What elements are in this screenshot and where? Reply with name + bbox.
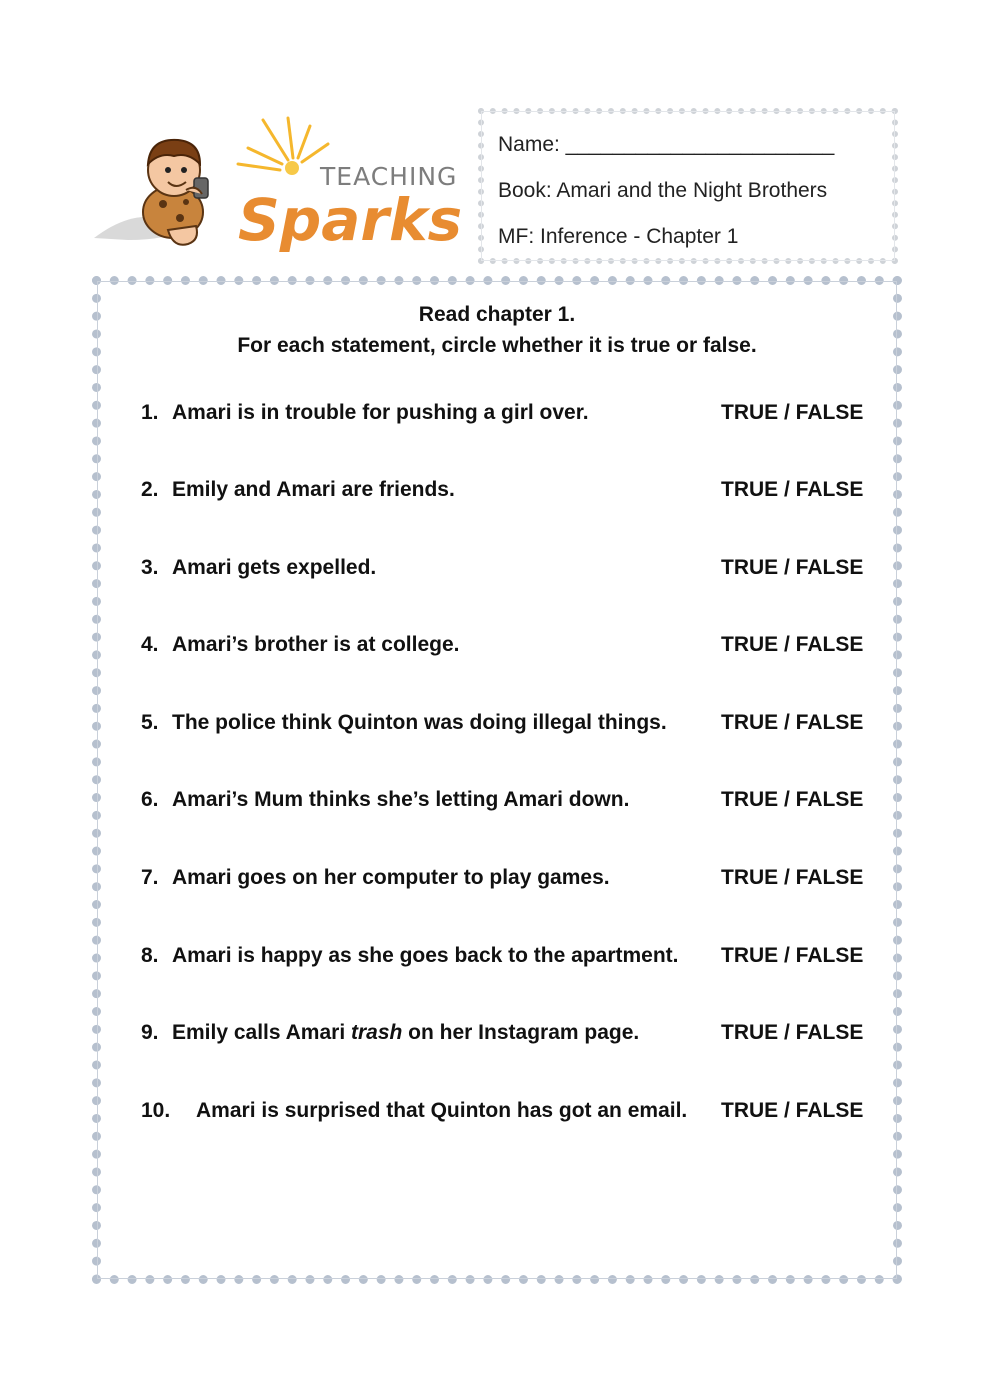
instruction-line-1: Read chapter 1.	[418, 303, 576, 326]
logo-sparks-text: Sparks	[238, 186, 463, 254]
question-number: 10.	[141, 1099, 171, 1122]
question-row	[141, 633, 871, 663]
question-row	[141, 556, 871, 586]
true-false-choice[interactable]: TRUE / FALSE	[721, 711, 864, 734]
question-number: 8.	[141, 944, 159, 967]
true-false-choice[interactable]: TRUE / FALSE	[721, 401, 864, 424]
question-text: Amari’s brother is at college.	[172, 633, 460, 656]
question-text: The police think Quinton was doing illegal things.	[172, 711, 667, 734]
book-title: Book: Amari and the Night Brothers	[498, 179, 828, 202]
question-row	[141, 788, 871, 818]
question-text: Amari gets expelled.	[172, 556, 377, 579]
true-false-choice[interactable]: TRUE / FALSE	[721, 866, 864, 889]
student-info-box	[478, 108, 898, 264]
instruction-line-2: For each statement, circle whether it is true or false.	[237, 334, 757, 357]
question-text-end: on her Instagram page.	[402, 1021, 640, 1044]
question-row	[141, 401, 871, 431]
logo-teaching-text: TEACHING	[320, 162, 458, 191]
question-text-start: Emily calls Amari	[172, 1021, 351, 1044]
true-false-choice[interactable]: TRUE / FALSE	[721, 788, 864, 811]
mf-topic: MF: Inference - Chapter 1	[498, 225, 739, 248]
worksheet-box	[92, 276, 902, 1284]
true-false-choice[interactable]: TRUE / FALSE	[721, 944, 864, 967]
true-false-choice[interactable]: TRUE / FALSE	[721, 478, 864, 501]
name-field[interactable]: Name: _______________________	[498, 133, 835, 156]
question-text-italic: trash	[350, 1021, 403, 1044]
question-text: Amari is surprised that Quinton has got an email.	[196, 1099, 688, 1122]
question-row	[141, 944, 871, 974]
question-row	[141, 1021, 871, 1051]
question-number: 5.	[141, 711, 159, 734]
true-false-choice[interactable]: TRUE / FALSE	[721, 1021, 864, 1044]
question-text: Amari is happy as she goes back to the apartment.	[172, 944, 679, 967]
question-row	[141, 1099, 871, 1129]
question-row	[141, 711, 871, 741]
question-number: 2.	[141, 478, 159, 501]
question-number: 7.	[141, 866, 159, 889]
true-false-choice[interactable]: TRUE / FALSE	[721, 556, 864, 579]
question-text: Amari’s Mum thinks she’s letting Amari down.	[172, 788, 630, 811]
question-row	[141, 866, 871, 896]
true-false-choice[interactable]: TRUE / FALSE	[721, 633, 864, 656]
question-number: 6.	[141, 788, 159, 811]
question-number: 4.	[141, 633, 159, 656]
question-number: 9.	[141, 1021, 159, 1044]
question-number: 1.	[141, 401, 159, 424]
question-text: Emily and Amari are friends.	[172, 478, 455, 501]
question-number: 3.	[141, 556, 159, 579]
instructions	[101, 299, 893, 361]
question-row	[141, 478, 871, 508]
teaching-sparks-logo	[88, 112, 468, 262]
question-text	[172, 1021, 639, 1045]
true-false-choice[interactable]: TRUE / FALSE	[721, 1099, 864, 1122]
question-text: Amari is in trouble for pushing a girl over.	[172, 401, 589, 424]
question-text: Amari goes on her computer to play games.	[172, 866, 610, 889]
